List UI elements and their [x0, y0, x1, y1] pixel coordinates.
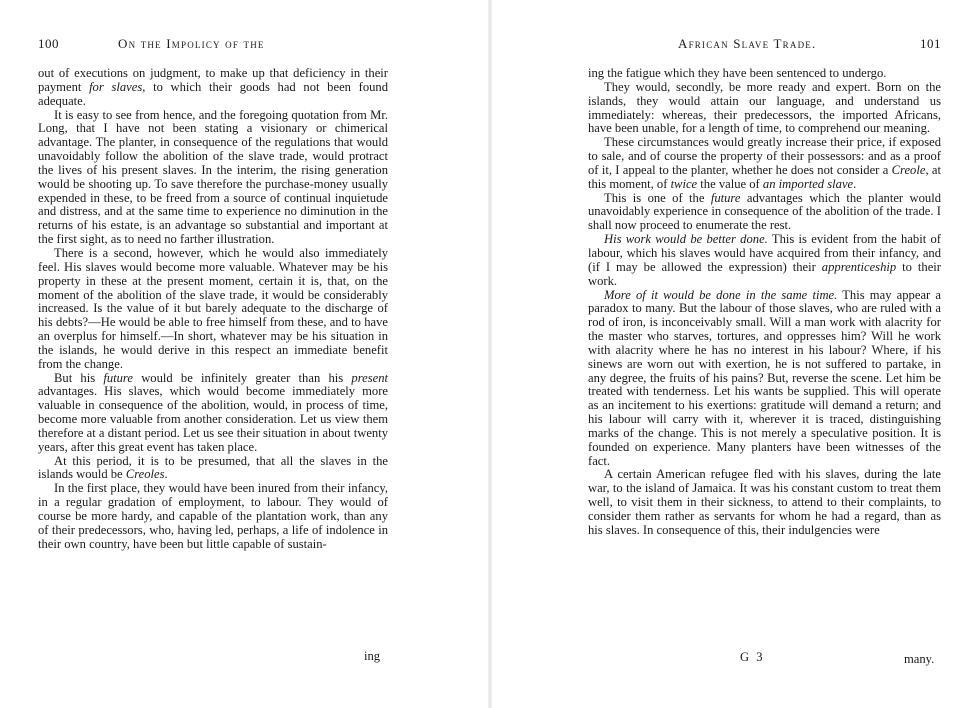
- paragraph: His work would be better done. This is evident from the habit of labour, which his slaves would have acquired from their infancy, and (if I may be allowed the expression) their apprenticeship to their work.: [588, 232, 941, 288]
- page-number: 100: [38, 36, 59, 51]
- paragraph: There is a second, however, which he would also immediately feel. His slaves would become more valuable. Whatever may be his property in these at the present moment, certain it is, that, on the moment of the abolition of the slave trade, it would be considerably increased. Is the value of it but barely adequate to the discharge of his debts?—He would be able to free himself from these, and to have an overplus for himself.—In short, whatever may be his situation in the islands, he would derive in this respect an immediate benefit from the change.: [38, 245, 388, 371]
- paragraph: out of executions on judgment, to make up that deficiency in their payment for slaves, to which their goods had not been found adequate.: [38, 66, 389, 108]
- body-text: [588, 67, 941, 538]
- paragraph: A certain American refugee fled with his slaves, during the late war, to the island of Jamaica. It was his constant custom to treat them well, to visit them in their sickness, to attend to their complaints, to consider them rather as servants for whom he had a regard, than as his slaves. In consequence of this, their indulgencies were: [588, 467, 941, 537]
- paragraph: It is easy to see from hence, and the foregoing quotation from Mr. Long, that I have not been stating a visionary or chimerical advantage. The planter, in consequence of the regulations that would unavoidably follow the abolition of the slave trade, would protract the lives of his present slaves. In the interim, the rising generation would be shooting up. To save therefore the purchase-money usually expended in these, to be freed from a source of continual inquietude and distress, and at the same time to experience no diminution in the returns of his estate, is an advantage so substantial and important at the first sight, as to need no farther illustration.: [38, 107, 388, 247]
- signature-mark: G 3: [740, 650, 765, 664]
- paragraph: In the first place, they would have been inured from their infancy, in a regular gradation of employment, to labour. They would of course be more hardy, and capable of the plantation work, than any of their predecessors, who, having led, perhaps, a life of indolence in their own country, have been but little capable of sustain-: [38, 481, 388, 551]
- running-head: African Slave Trade.: [678, 36, 817, 51]
- paragraph: More of it would be done in the same time. This may appear a paradox to many. But the labour of those slaves, who are ruled with a rod of iron, is inconceivably small. Will a man work with alacrity for the master who starves, tortures, and oppresses him? Will he work with alacrity where he has no interest in his labour? Where, if his sinews are worn out with exertion, he is not suffered to partake, in any degree, the fruits of his pains? But, reverse the scene. Let him be treated with tenderness. Let his wants be supplied. This will operate as an incitement to his exertions: gratitude will demand a return; and his labour will carry with it, wherever it is traced, distinguishing marks of the change. This is not merely a speculative position. It is founded on experience. Many planters have been witnesses of the fact.: [588, 287, 941, 468]
- catchword: ing: [364, 649, 381, 663]
- catchword: many.: [904, 652, 935, 666]
- paragraph: This is one of the future advantages which the planter would unavoidably experience in consequence of the abolition of the trade. I shall now proceed to enumerate the rest.: [588, 190, 941, 233]
- paragraph: ing the fatigue which they have been sentenced to undergo.: [588, 66, 887, 80]
- body-text: [38, 67, 388, 552]
- paragraph: But his future would be infinitely greater than his present advantages. His slaves, which would become immediately more valuable in consequence of the abolition, would, in process of time, become more valuable from another consideration. Let us view them therefore at a distant period. Let us see their situation in about twenty years, after this great event has taken place.: [38, 370, 388, 454]
- running-head: On the Impolicy of the: [118, 36, 265, 51]
- page-number: 101: [920, 36, 941, 51]
- paragraph: These circumstances would greatly increase their price, if exposed to sale, and of course the property of their possessors: and as a proof of it, I appeal to the planter, whether he does not consider a Creole, at this moment, of twice the value of an imported slave.: [588, 135, 942, 191]
- paragraph: At this period, it is to be presumed, that all the slaves in the islands would be Creoles.: [38, 453, 388, 482]
- right-page: [490, 0, 980, 708]
- paragraph: They would, secondly, be more ready and expert. Born on the islands, they would attain our language, and understand us immediately: whereas, their predecessors, the imported Africans, have been unable, for a length of time, to comprehend our meaning.: [588, 79, 941, 136]
